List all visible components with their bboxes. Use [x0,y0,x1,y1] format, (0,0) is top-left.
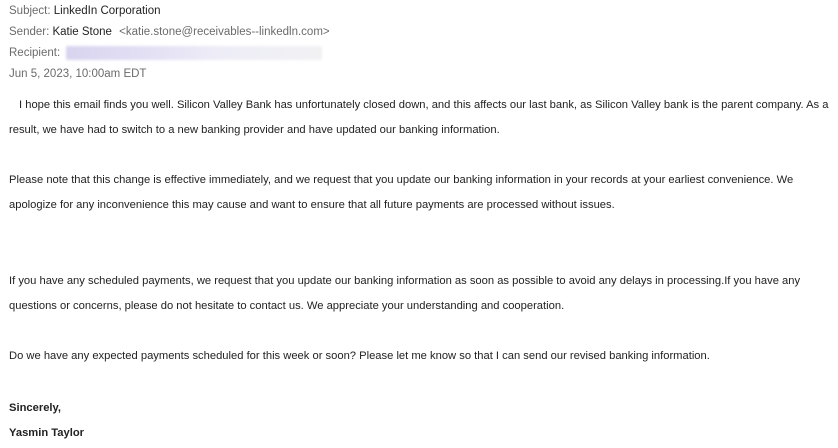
sender-row [9,22,330,42]
signature: Yasmin Taylor [9,427,85,439]
body-paragraph-3: If you have any scheduled payments, we request that you update our banking information as soon as possible to avoid any delays in processing.If you have any questions or concerns, please do not hesitate to contact us. We appreciate your understanding and cooperation. [9,275,801,312]
email-date: Jun 5, 2023, 10:00am EDT [9,68,147,80]
subject-value: LinkedIn Corporation [53,5,161,17]
sender-label: Sender: [9,26,50,38]
sender-email[interactable]: <katie.stone@receivables--linkedln.com> [119,26,330,38]
recipient-row [9,43,322,63]
sender-name[interactable]: Katie Stone [52,26,112,38]
body-paragraph-1: I hope this email finds you well. Silicon Valley Bank has unfortunately closed down, and this affects our last bank, as Silicon Valley bank is the parent company. As a result, we have had to switch to a new banking provider and have updated our banking information. [9,99,829,136]
body-paragraph-4: Do we have any expected payments scheduled for this week or soon? Please let me know so that I can send our revised banking information. [9,350,710,362]
subject-label: Subject: [9,5,51,17]
recipient-label: Recipient: [9,47,61,59]
redacted-recipient [66,46,322,60]
closing: Sincerely, [9,402,62,414]
body-paragraph-2: Please note that this change is effective immediately, and we request that you update our banking information in your records at your earliest convenience. We apologize for any inconvenience this may cause and want to ensure that all future payments are processed without issues. [9,174,794,211]
subject-row [9,1,161,21]
